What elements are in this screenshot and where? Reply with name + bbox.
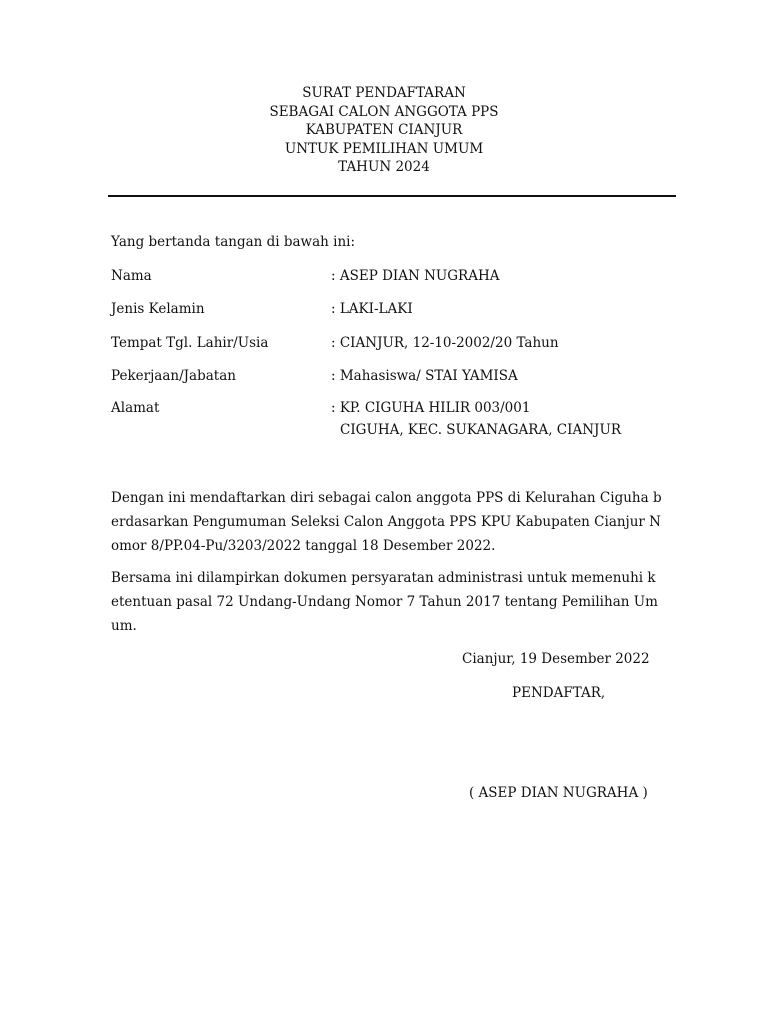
title-line: SEBAGAI CALON ANGGOTA PPS xyxy=(269,103,499,120)
field-label: Alamat xyxy=(111,400,160,416)
attachment-paragraph xyxy=(111,566,681,638)
intro-text: Yang bertanda tangan di bawah ini: xyxy=(111,234,356,250)
paragraph-line: etentuan pasal 72 Undang-Undang Nomor 7 Tahun 2017 tentang Pemilihan Um xyxy=(111,594,658,610)
field-value: : CIANJUR, 12-10-2002/20 Tahun xyxy=(331,335,559,351)
title-line: SURAT PENDAFTARAN xyxy=(302,85,466,101)
title-line: TAHUN 2024 xyxy=(338,159,430,175)
title-line: KABUPATEN CIANJUR xyxy=(305,122,463,138)
paragraph-line: Dengan ini mendaftarkan diri sebagai calon anggota PPS di Kelurahan Ciguha b xyxy=(111,490,662,506)
address-line-1: : KP. CIGUHA HILIR 003/001 xyxy=(331,400,531,416)
field-value: : Mahasiswa/ STAI YAMISA xyxy=(331,368,518,384)
paragraph-line: omor 8/PP.04-Pu/3203/2022 tanggal 18 Desember 2022. xyxy=(111,538,496,554)
field-value: : ASEP DIAN NUGRAHA xyxy=(331,268,500,284)
document-title xyxy=(0,84,768,177)
header-divider xyxy=(108,195,676,197)
title-line: UNTUK PEMILIHAN UMUM xyxy=(284,140,484,157)
field-value xyxy=(331,400,621,438)
field-value: : LAKI-LAKI xyxy=(331,301,413,317)
signer-role: PENDAFTAR, xyxy=(512,685,606,701)
field-label: Tempat Tgl. Lahir/Usia xyxy=(111,335,269,351)
field-label: Jenis Kelamin xyxy=(111,301,205,317)
registration-paragraph xyxy=(111,486,681,558)
paragraph-line: Bersama ini dilampirkan dokumen persyaratan administrasi untuk memenuhi k xyxy=(111,570,656,586)
signer-name: ( ASEP DIAN NUGRAHA ) xyxy=(469,785,648,801)
field-label: Pekerjaan/Jabatan xyxy=(111,368,236,384)
address-line-2: CIGUHA, KEC. SUKANAGARA, CIANJUR xyxy=(340,422,621,438)
paragraph-line: erdasarkan Pengumuman Seleksi Calon Anggota PPS KPU Kabupaten Cianjur N xyxy=(111,514,661,530)
paragraph-line: um. xyxy=(111,618,137,634)
field-label: Nama xyxy=(111,268,152,284)
place-date: Cianjur, 19 Desember 2022 xyxy=(462,651,650,667)
